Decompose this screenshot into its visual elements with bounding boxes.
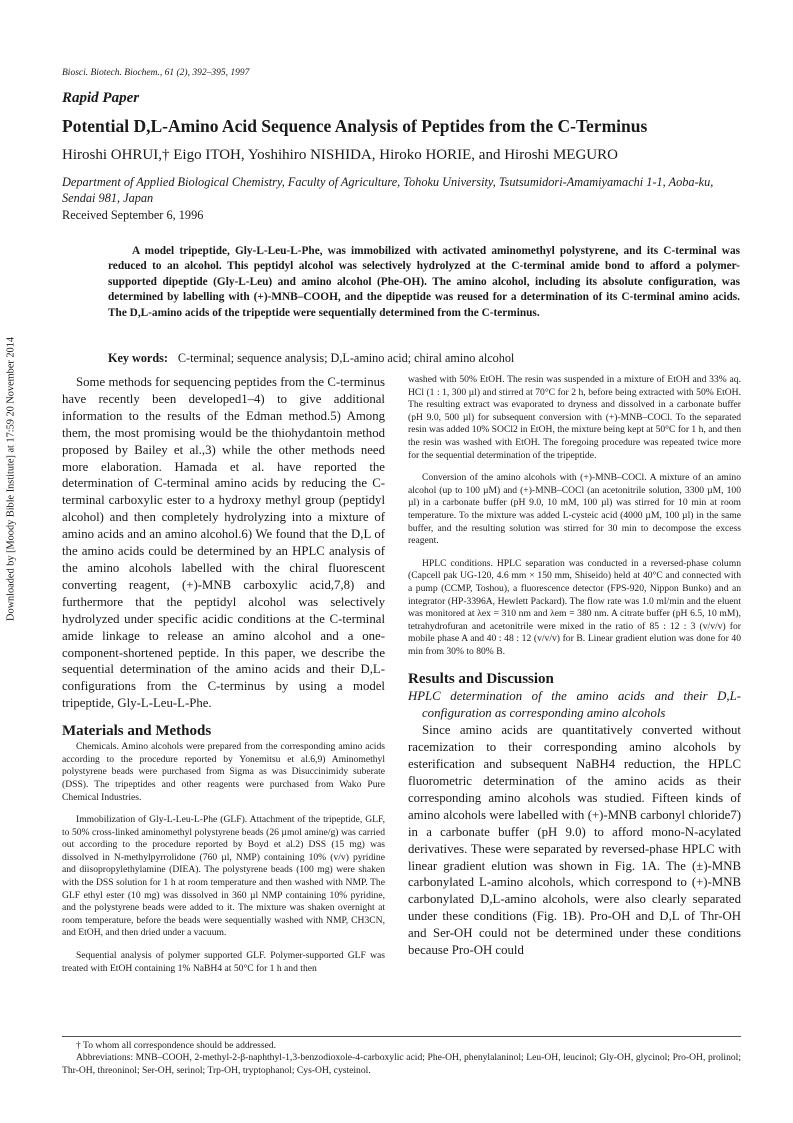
right-column	[408, 374, 741, 959]
conversion-paragraph: Conversion of the amino alcohols with (+)-MNB–COCl. A mixture of an amino alcohol (up to 100 µM) and (+)-MNB–COCl (an acetonitrile solution, 3300 µM, 100 µl) in a carbonate buffer (pH 9.0, 10 mM, 100 µl) was stirred for 10 min at room temperature. To the mixture was added L-cysteic acid (4000 µM, 100 µl) in the same buffer, and the resulting solution was stirred for 30 min to decompose the excess reagent.	[408, 472, 741, 547]
journal-citation: Biosci. Biotech. Biochem., 61 (2), 392–395, 1997	[62, 68, 250, 78]
continued-paragraph: washed with 50% EtOH. The resin was suspended in a mixture of EtOH and 33% aq. HCl (1 : 1, 300 µl) and stirred at 70°C for 2 h, before being extracted with 50% EtOH. The resulting extract was evaporated to dryness and dissolved in a carbonate buffer (pH 9.0, 500 µl) for subsequent conversion with (+)-MNB–COCl. To the separated resin was added 10% SOCl2 in EtOH, the mixture being kept at 50°C for 1 h, and then the resin was washed with EtOH. The foregoing procedure was repeated twice more for the sequential determination of the tripeptide.	[408, 374, 741, 461]
affiliation: Department of Applied Biological Chemistry, Faculty of Agriculture, Tohoku University, Tsutsumidori-Amamiyamachi 1-1, Aoba-ku, Sendai 981, Japan	[62, 175, 714, 205]
correspondence-footnote: † To whom all correspondence should be addressed.	[76, 1040, 277, 1051]
paper-title: Potential D,L-Amino Acid Sequence Analysis of Peptides from the C-Terminus	[62, 116, 648, 136]
methods-heading: Materials and Methods	[62, 723, 212, 740]
footnote-divider	[62, 1036, 741, 1037]
results-subheading: HPLC determination of the amino acids and their D,L-configuration as corresponding amino alcohols	[408, 689, 741, 721]
chemicals-paragraph: Chemicals. Amino alcohols were prepared from the corresponding amino acids according to the procedure reported by Yonemitsu et al.6,9) Aminomethyl polystyrene beads were purchased from Sigma as was Disuccinimidy suberate (DSS). The tripeptides and other reagents were purchased from Wako Pure Chemical Industries.	[62, 741, 385, 803]
footnotes	[62, 1040, 741, 1077]
results-paragraph: Since amino acids are quantitatively converted without racemization to their corresponding amino alcohols by esterification and subsequent NaBH4 reduction, the HPLC fluorometric determination of the amino acids as their corresponding amino alcohols was studied. Fifteen kinds of amino alcohols were labelled with (+)-MNB carbonyl chloride7) in a carbonate buffer (pH 9.0) to afford mono-N-acylated derivatives. These were separated by reversed-phase HPLC with linear gradient elution was shown in Fig. 1A. The (±)-MNB carbonylated L-amino alcohols, which correspond to (+)-MNB carbonylated D,L-amino alcohols, were also clearly separated under these conditions (Fig. 1B). Pro-OH and D,L of Thr-OH and Ser-OH could not be determined under these conditions because Pro-OH could	[408, 723, 741, 958]
left-column	[62, 374, 385, 975]
keywords	[108, 351, 514, 366]
download-watermark-text: Downloaded by [Moody Bible Institute] at 17:59 20 November 2014	[5, 337, 17, 621]
author-list: Hiroshi OHRUI,† Eigo ITOH, Yoshihiro NISHIDA, Hiroko HORIE, and Hiroshi MEGURO	[62, 147, 618, 163]
abstract: A model tripeptide, Gly-L-Leu-L-Phe, was immobilized with activated aminomethyl polystyrene, and its C-terminal was reduced to an alcohol. This peptidyl alcohol was selectively hydrolyzed at the C-terminal amide bond to afford a polymer-supported dipeptide (Gly-L-Leu) and amino alcohol (Phe-OH). The amino alcohol, including its absolute configuration, was determined by labelling with (+)-MNB–COOH, and the dipeptide was reused for a determination of its C-terminal amino acids. The D,L-amino acids of the tripeptide were sequentially determined from the C-terminus.	[108, 245, 740, 319]
immobilization-paragraph: Immobilization of Gly-L-Leu-L-Phe (GLF). Attachment of the tripeptide, GLF, to 50% cross-linked aminomethyl polystyrene beads (26 µmol amine/g) was carried out according to the procedure reported by Boyd et al.2) DSS (15 mg) was dissolved in N-methylpyrrolidone (760 µl, NMP) containing 10% (v/v) pyridine and diisopropylethylamine (DIEA). The polystyrene beads (100 mg) were shaken with the DSS solution for 1 h at room temperature and then washed with NMP. The GLF ethyl ester (10 mg) was dissolved in 360 µl NMP containing 10% pyridine, and the polystyrene beads were added to it. The mixture was shaken overnight at room temperature, before the beads were sequentially washed with NMP, CH3CN, and EtOH, and then dried under a vacuum.	[62, 814, 385, 939]
paper-type: Rapid Paper	[62, 90, 140, 106]
sequential-paragraph: Sequential analysis of polymer supported GLF. Polymer-supported GLF was treated with EtOH containing 1% NaBH4 at 50°C for 1 h and then	[62, 950, 385, 974]
abbreviations-footnote: Abbreviations: MNB–COOH, 2-methyl-2-β-naphthyl-1,3-benzodioxole-4-carboxylic acid; Phe-OH, phenylalaninol; Leu-OH, leucinol; Gly-OH, glycinol; Pro-OH, prolinol; Thr-OH, threoninol; Ser-OH, serinol; Trp-OH, tryptophanol; Cys-OH, cysteinol.	[62, 1052, 741, 1076]
keywords-label: Key words:	[108, 351, 168, 365]
keywords-text: C-terminal; sequence analysis; D,L-amino acid; chiral amino alcohol	[177, 351, 515, 365]
hplc-paragraph: HPLC conditions. HPLC separation was conducted in a reversed-phase column (Capcell pak UG-120, 4.6 mm × 150 mm, Shiseido) held at 40°C and connected with a pump (CCMP, Toshou), a fluorescence detector (FPS-920, Nippon Bunko) and an integrator (HP-3396A, Hewlett Packard). The flow rate was 1.0 ml/min and the eluent was monitored at λex = 310 nm and λem = 380 nm. A citrate buffer (pH 6.5, 10 mM), tetrahydrofuran and acetonitrile were mixed in the ratio of 85 : 12 : 3 (v/v/v) for mobile phase A and 40 : 48 : 12 (v/v/v) for B. Linear gradient elution was done for 40 min from 30% to 80% B.	[408, 557, 741, 657]
intro-paragraph: Some methods for sequencing peptides from the C-terminus have recently been developed1–4) to give additional information to the results of the Edman method.5) Among them, the most promising would be the thiohydantoin method proposed by Bailey et al.,3) while the other methods need more elaboration. Hamada et al. have reported the determination of C-terminal amino acids by reducing the C-terminal carboxylic ester to a hydroxy methyl group (peptidyl alcohol) and then completely hydrolyzing into a mixture of amino acids and an amino alcohol.6) We found that the D,L of the amino acids could be determined by an HPLC analysis of the amino alcohols labelled with the chiral fluorescent converting reagent, (+)-MNB carboxylic acid,7,8) and furthermore that the peptidyl alcohol was selectively hydrolyzed under specific acidic conditions at the C-terminal amide linkage to release an amino alcohol and a one-component-shortened peptide. In this paper, we describe the sequential determination of the amino acids and their D,L-configurations from the C-terminus by using a model tripeptide, Gly-L-Leu-L-Phe.	[62, 375, 385, 711]
received-date: Received September 6, 1996	[62, 208, 204, 222]
results-heading: Results and Discussion	[408, 671, 554, 688]
download-watermark	[3, 264, 19, 694]
